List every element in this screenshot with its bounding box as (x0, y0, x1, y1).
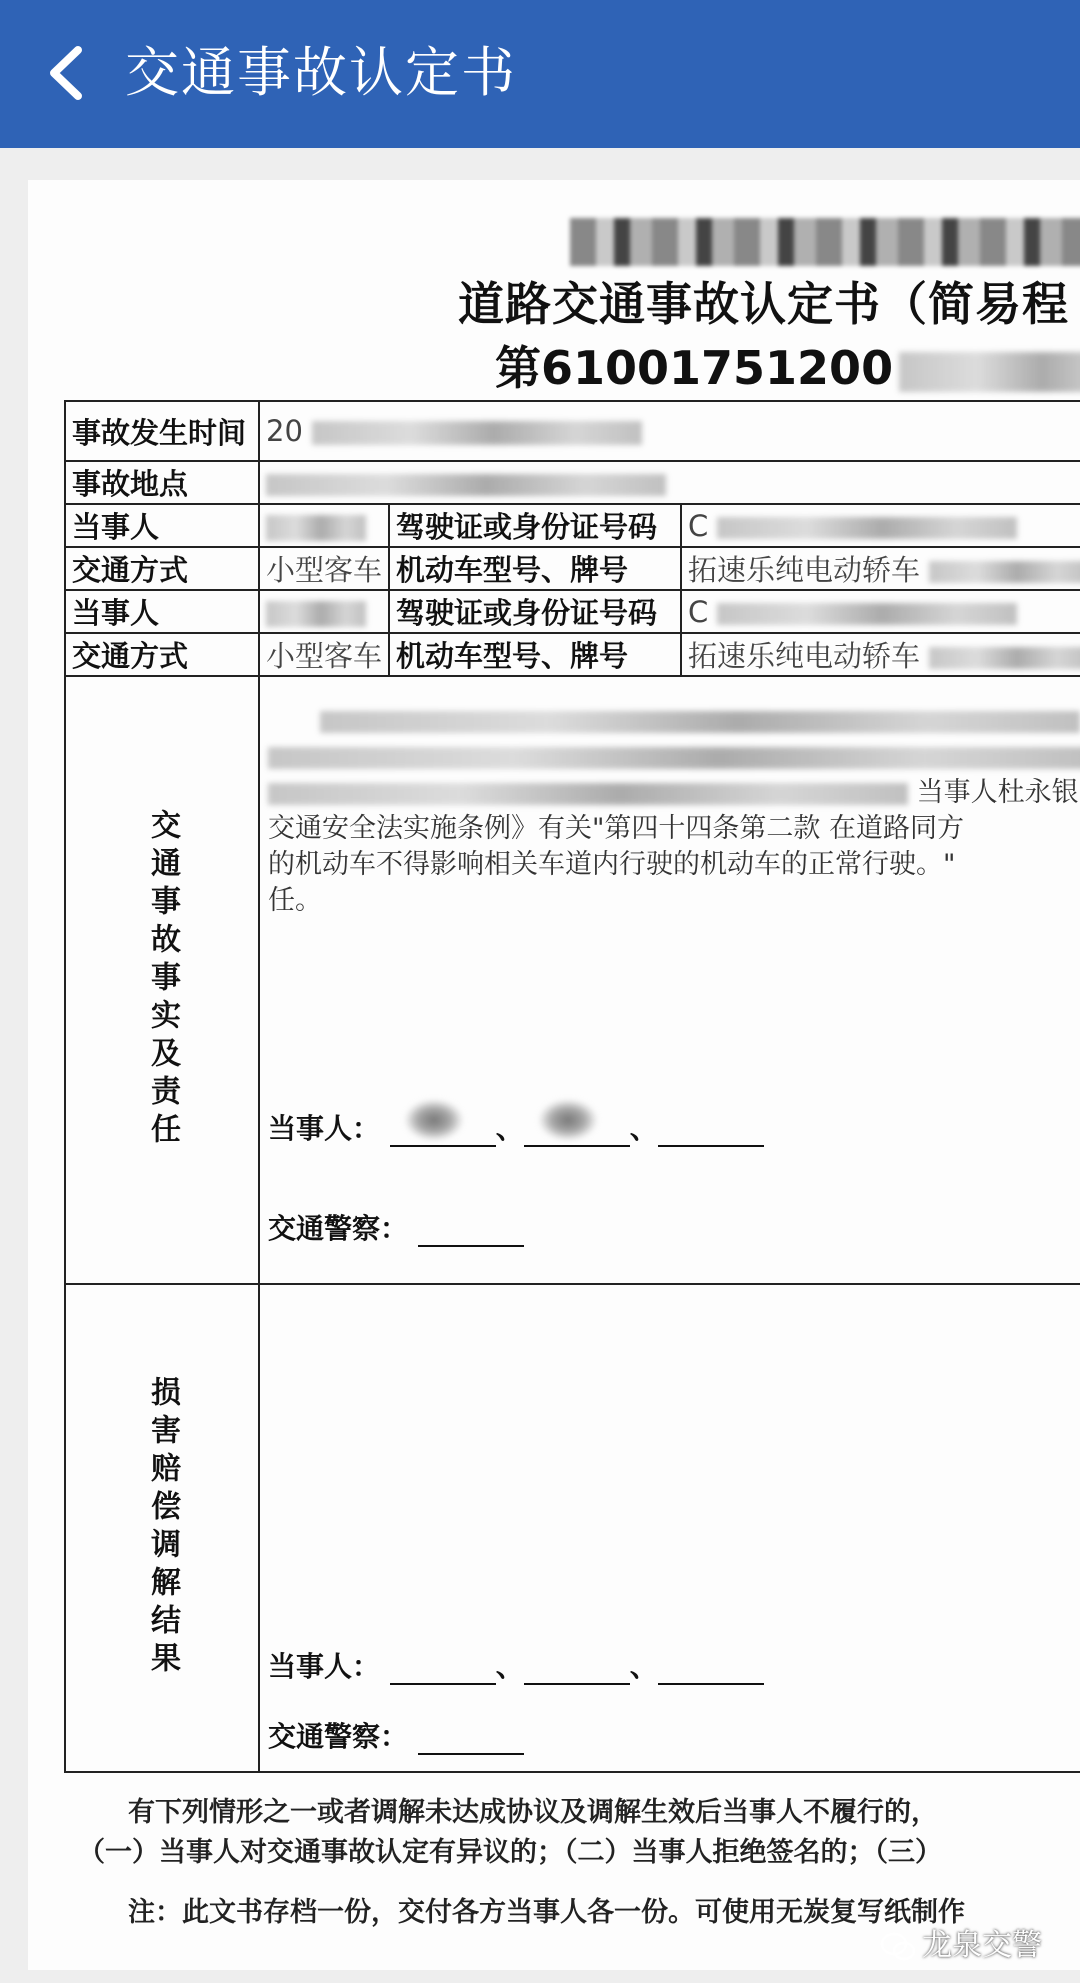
facts-line-5: 的机动车不得影响相关车道内行驶的机动车的正常行驶。" (268, 849, 956, 880)
row-accident-time (65, 401, 1080, 461)
document-number (495, 332, 1080, 398)
footer-line-1: 有下列情形之一或者调解未达成协议及调解生效后当事人不履行的， (128, 1797, 938, 1828)
mediation-party-signatures (268, 1645, 764, 1685)
police-signature-blank[interactable] (418, 1217, 524, 1247)
redacted-facts-2 (268, 747, 1080, 769)
certificate-form (64, 400, 1080, 1773)
redacted-party-2 (266, 601, 366, 627)
mediation-party-sign-label: 当事人： (268, 1650, 381, 1683)
redacted-serial (570, 218, 1080, 266)
facts-party-signatures (268, 1107, 764, 1147)
footer-line-2: （一）当事人对交通事故认定有异议的；（二）当事人拒绝签名的；（三） (78, 1837, 942, 1868)
redacted-facts-1 (320, 711, 1080, 733)
value-party-2 (259, 590, 389, 633)
page-title: 交通事故认定书 (125, 41, 517, 104)
signature-2 (538, 1099, 598, 1141)
separator-2: 、 (629, 1112, 658, 1145)
signature-blank-2[interactable] (524, 1117, 630, 1147)
label-party-2: 当事人 (65, 590, 259, 633)
mediation-blank-3[interactable] (658, 1655, 764, 1685)
watermark (880, 1920, 1042, 1964)
value-vehicle-2 (681, 633, 1080, 676)
value-transport-1: 小型客车 (259, 547, 389, 590)
value-party-1-id (681, 504, 1080, 547)
mediation-separator-1: 、 (495, 1650, 524, 1683)
label-vehicle-1: 机动车型号、牌号 (389, 547, 681, 590)
mediation-blank-2[interactable] (524, 1655, 630, 1685)
accident-certificate (28, 180, 1080, 1970)
mediation-police-signature (268, 1715, 524, 1755)
value-accident-time (259, 401, 1080, 461)
time-visible: 20 (266, 414, 303, 448)
facts-text (268, 703, 1080, 919)
footer-note: 注：此文书存档一份，交付各方当事人各一份。可使用无炭复写纸制作 (128, 1897, 965, 1928)
value-facts (259, 676, 1080, 1284)
row-facts (65, 676, 1080, 1284)
mediation-police-blank[interactable] (418, 1725, 524, 1755)
value-vehicle-1 (681, 547, 1080, 590)
label-party-1: 当事人 (65, 504, 259, 547)
value-accident-location (259, 461, 1080, 504)
back-button[interactable] (40, 38, 100, 108)
document-viewer[interactable] (28, 180, 1080, 1970)
mediation-blank-1[interactable] (390, 1655, 496, 1685)
row-transport-1 (65, 547, 1080, 590)
row-accident-location (65, 461, 1080, 504)
label-party-1-id: 驾驶证或身份证号码 (389, 504, 681, 547)
row-party-1 (65, 504, 1080, 547)
value-party-2-id (681, 590, 1080, 633)
label-mediation: 损害赔偿调解结果 (65, 1284, 259, 1772)
facts-party-sign-label: 当事人： (268, 1112, 381, 1145)
redacted-party-1 (266, 515, 366, 541)
document-title: 道路交通事故认定书（简易程 (458, 277, 1069, 331)
value-party-1 (259, 504, 389, 547)
label-accident-time: 事故发生时间 (65, 401, 259, 461)
facts-line-2 (268, 739, 1080, 775)
redacted-plate-2 (929, 647, 1080, 669)
redacted-party-2-id (717, 603, 1017, 625)
redacted-plate-1 (929, 561, 1080, 583)
facts-police-sign-label: 交通警察： (268, 1212, 409, 1245)
party-1-id-visible: C (688, 508, 709, 543)
redacted-time (312, 421, 642, 445)
label-facts: 交通事故事实及责任 (65, 676, 259, 1284)
label-party-2-id: 驾驶证或身份证号码 (389, 590, 681, 633)
app-bar (0, 0, 1080, 148)
signature-blank-3[interactable] (658, 1117, 764, 1147)
document-number-prefix: 第61001751200 (495, 341, 894, 395)
facts-line-4: 交通安全法实施条例》有关"第四十四条第二款 在道路同方 (268, 813, 965, 844)
watermark-text: 龙泉交警 (922, 1928, 1042, 1963)
row-mediation (65, 1284, 1080, 1772)
separator-1: 、 (495, 1112, 524, 1145)
label-accident-location: 事故地点 (65, 461, 259, 504)
chevron-left-icon (40, 38, 100, 108)
label-transport-2: 交通方式 (65, 633, 259, 676)
facts-line-1 (268, 703, 1080, 739)
vehicle-2-model: 拓速乐纯电动轿车 (688, 639, 921, 673)
label-transport-1: 交通方式 (65, 547, 259, 590)
vehicle-1-model: 拓速乐纯电动轿车 (688, 553, 921, 587)
facts-party-name: 当事人杜永银 (916, 777, 1079, 808)
mediation-separator-2: 、 (629, 1650, 658, 1683)
redacted-party-1-id (717, 517, 1017, 539)
redacted-facts-3 (268, 783, 908, 805)
redacted-number (899, 352, 1080, 392)
row-party-2 (65, 590, 1080, 633)
facts-line-3 (268, 775, 1080, 811)
facts-line-6: 任。 (268, 885, 322, 916)
value-transport-2: 小型客车 (259, 633, 389, 676)
row-transport-2 (65, 633, 1080, 676)
facts-police-signature (268, 1207, 524, 1247)
signature-1 (404, 1099, 464, 1141)
party-2-id-visible: C (688, 594, 709, 629)
signature-blank-1[interactable] (390, 1117, 496, 1147)
mediation-police-sign-label: 交通警察： (268, 1720, 409, 1753)
label-vehicle-2: 机动车型号、牌号 (389, 633, 681, 676)
value-mediation (259, 1284, 1080, 1772)
redacted-location (266, 474, 666, 496)
wechat-icon (880, 1932, 916, 1962)
